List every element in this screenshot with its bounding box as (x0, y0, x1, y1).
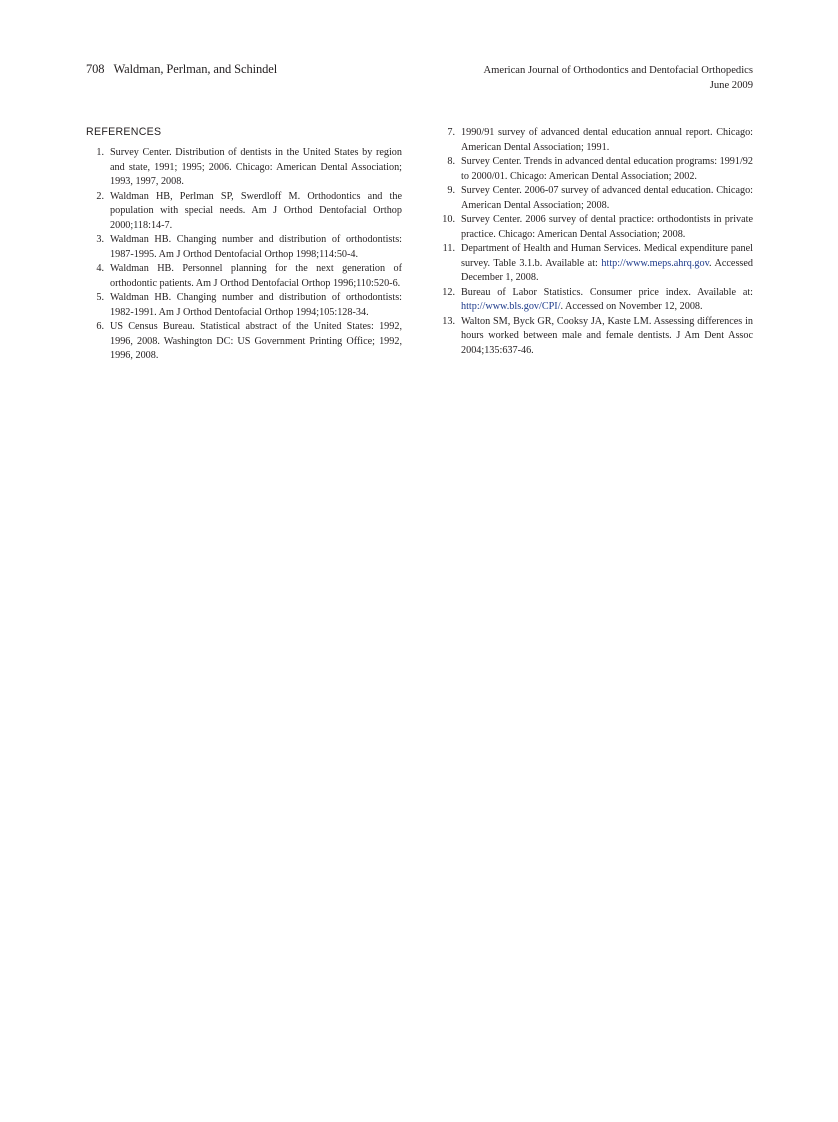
reference-text: Survey Center. Distribution of dentists in the United States by region and state, 1991; 1995; 2006. Chicago: American Dental Association; 1993, 1997, 2008. (110, 147, 402, 187)
page-header-right (484, 64, 753, 93)
reference-text-after-link: . Accessed on November 12, 2008. (560, 301, 703, 312)
reference-text: Waldman HB. Changing number and distribution of orthodontists: 1982-1991. Am J Orthod Dentofacial Orthop 1994;105:128-34. (110, 292, 402, 318)
reference-item (86, 146, 402, 190)
reference-item (86, 190, 402, 234)
journal-title: American Journal of Orthodontics and Dentofacial Orthopedics (483, 65, 753, 76)
reference-item (437, 242, 753, 286)
reference-text: Survey Center. Trends in advanced dental education programs: 1991/92 to 2000/01. Chicago: American Dental Association; 2002. (461, 156, 753, 182)
reference-item (437, 126, 753, 155)
reference-number: 2. (96, 190, 104, 202)
reference-text-after-link: . Accessed December 1, 2008. (461, 257, 753, 283)
reference-item (437, 315, 753, 359)
issue-date: June 2009 (709, 79, 753, 91)
reference-text: Survey Center. 2006 survey of dental practice: orthodontists in private practice. Chicago: American Dental Association; 2008. (461, 214, 753, 240)
reference-item (437, 184, 753, 213)
reference-item (86, 291, 402, 320)
reference-number: 13. (442, 315, 455, 327)
reference-text (461, 286, 753, 315)
reference-text (461, 242, 753, 286)
reference-number: 3. (96, 234, 104, 245)
reference-number: 6. (96, 321, 104, 332)
reference-number: 12. (442, 286, 455, 298)
meps-link[interactable]: http://www.meps.ahrq.gov (601, 257, 710, 269)
reference-item (437, 155, 753, 184)
reference-text: Waldman HB. Changing number and distribution of orthodontists: 1987-1995. Am J Orthod Dentofacial Orthop 1998;114:50-4. (110, 234, 402, 260)
reference-item (86, 262, 402, 291)
reference-text: Waldman HB, Perlman SP, Swerdloff M. Orthodontics and the population with special needs. Am J Orthod Dentofacial Orthop 2000;118:14-7. (110, 190, 402, 231)
reference-item (86, 233, 402, 262)
reference-item (437, 213, 753, 242)
page-number: 708 (86, 62, 105, 76)
reference-number: 1. (96, 147, 104, 158)
reference-number: 11. (442, 243, 455, 254)
reference-item (86, 320, 402, 364)
bls-cpi-link[interactable]: http://www.bls.gov/CPI/ (461, 301, 561, 312)
reference-text-before-link: Department of Health and Human Services. Medical expenditure panel survey. Table 3.1.b. Available at: (461, 243, 753, 269)
reference-number: 4. (96, 263, 104, 274)
page-header-left (86, 62, 277, 77)
reference-number: 9. (447, 185, 455, 196)
running-authors: Waldman, Perlman, and Schindel (113, 62, 278, 76)
reference-text-before-link: Bureau of Labor Statistics. Consumer price index. Available at: (461, 286, 753, 298)
reference-number: 10. (442, 214, 455, 225)
references-right-column (437, 126, 753, 358)
reference-text: Waldman HB. Personnel planning for the next generation of orthodontic patients. Am J Orthod Dentofacial Orthop 1996;110:520-6. (110, 263, 402, 289)
reference-number: 8. (447, 156, 455, 167)
reference-number: 5. (96, 292, 104, 303)
reference-text: US Census Bureau. Statistical abstract of the United States: 1992, 1996, 2008. Washington DC: US Government Printing Office; 1992, 1996, 2008. (110, 321, 402, 361)
reference-text: Walton SM, Byck GR, Cooksy JA, Kaste LM. Assessing differences in hours worked between male and female dentists. J Am Dent Assoc 2004;135:637-46. (461, 315, 753, 356)
references-heading: REFERENCES (86, 126, 162, 138)
references-left-column (86, 146, 402, 364)
reference-number: 7. (447, 127, 455, 138)
reference-item (437, 286, 753, 315)
reference-text: 1990/91 survey of advanced dental education annual report. Chicago: American Dental Association; 1991. (461, 127, 753, 153)
reference-text: Survey Center. 2006-07 survey of advanced dental education. Chicago: American Dental Association; 2008. (461, 185, 753, 211)
